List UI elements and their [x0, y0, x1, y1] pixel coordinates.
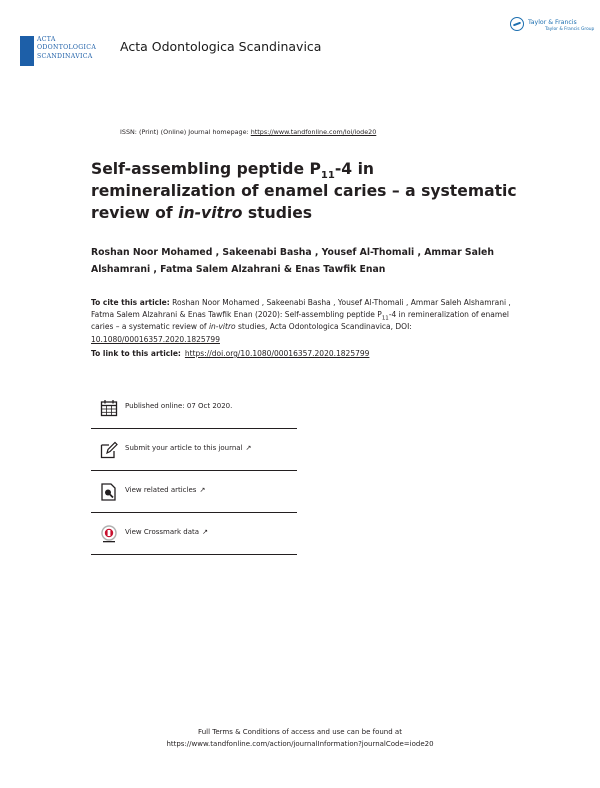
- issn-line: [120, 128, 376, 136]
- journal-logo-bar: [20, 36, 34, 66]
- journal-homepage-link[interactable]: https://www.tandfonline.com/loi/iode20: [250, 128, 377, 136]
- terms-url-link[interactable]: https://www.tandfonline.com/action/journalInformation?journalCode=iode20: [166, 740, 434, 748]
- external-link-icon: ↗: [199, 486, 206, 494]
- journal-logo-text: ACTA ODONTOLOGICA SCANDINAVICA: [37, 36, 97, 60]
- journal-logo: [20, 36, 98, 66]
- journal-name: Acta Odontologica Scandinavica: [120, 39, 322, 54]
- related-articles-row[interactable]: [91, 474, 297, 510]
- divider: [91, 554, 297, 555]
- external-link-icon: ↗: [202, 528, 208, 536]
- terms-text: Full Terms & Conditions of access and use can be found at: [198, 728, 402, 736]
- article-link-line: [91, 349, 369, 358]
- related-articles-link[interactable]: View related articles ↗: [125, 486, 206, 494]
- divider: [91, 512, 297, 513]
- crossmark-row[interactable]: [91, 516, 297, 552]
- terms-footer: [0, 726, 600, 750]
- search-document-icon: [100, 483, 118, 501]
- divider: [91, 470, 297, 471]
- submit-article-link[interactable]: Submit your article to this journal ↗: [125, 444, 252, 452]
- publisher-logo-group: Taylor & Francis Group: [545, 27, 595, 32]
- article-title: Self-assembling peptide $P_{11}-4$ in remineralization of enamel caries – a systematic review of in-vitro studies: [91, 160, 517, 222]
- link-label: To link to this article:: [91, 349, 181, 358]
- published-online-text: Published online: 07 Oct 2020.: [125, 402, 233, 410]
- publisher-logo: [510, 17, 595, 41]
- article-doi-url-link[interactable]: https://doi.org/10.1080/00016357.2020.1825799: [184, 349, 370, 358]
- published-online-row: [91, 390, 297, 426]
- publisher-logo-name: Taylor & Francis: [528, 19, 577, 26]
- article-authors: Roshan Noor Mohamed , Sakeenabi Basha , Yousef Al-Thomali , Ammar Saleh Alshamrani , Fatma Salem Alzahrani & Enas Tawfik Enan: [91, 247, 494, 275]
- pencil-edit-icon: [100, 441, 118, 459]
- external-link-icon: ↗: [245, 444, 252, 452]
- crossmark-link[interactable]: View Crossmark data ↗: [125, 528, 208, 536]
- issn-prefix: ISSN: (Print) (Online) Journal homepage:: [120, 128, 251, 136]
- citation-label: To cite this article:: [91, 298, 170, 307]
- calendar-icon: [100, 399, 118, 417]
- divider: [91, 428, 297, 429]
- citation-block: To cite this article: Roshan Noor Mohamed , Sakeenabi Basha , Yousef Al-Thomali , Ammar Saleh Alshamrani , Fatma Salem Alzahrani & Enas Tawfik Enan (2020): Self-assembling peptide $P_{11}-4$ in remineralization of enamel caries – a systematic review of in-vitro studies, Acta Odontologica Scandinavica, DOI: 10.1080/00016357.2020.1825799: [91, 298, 511, 344]
- crossmark-icon: [100, 525, 118, 543]
- publisher-logo-icon: [510, 17, 524, 31]
- doi-link[interactable]: 10.1080/00016357.2020.1825799: [91, 334, 220, 344]
- submit-article-row[interactable]: [91, 432, 297, 468]
